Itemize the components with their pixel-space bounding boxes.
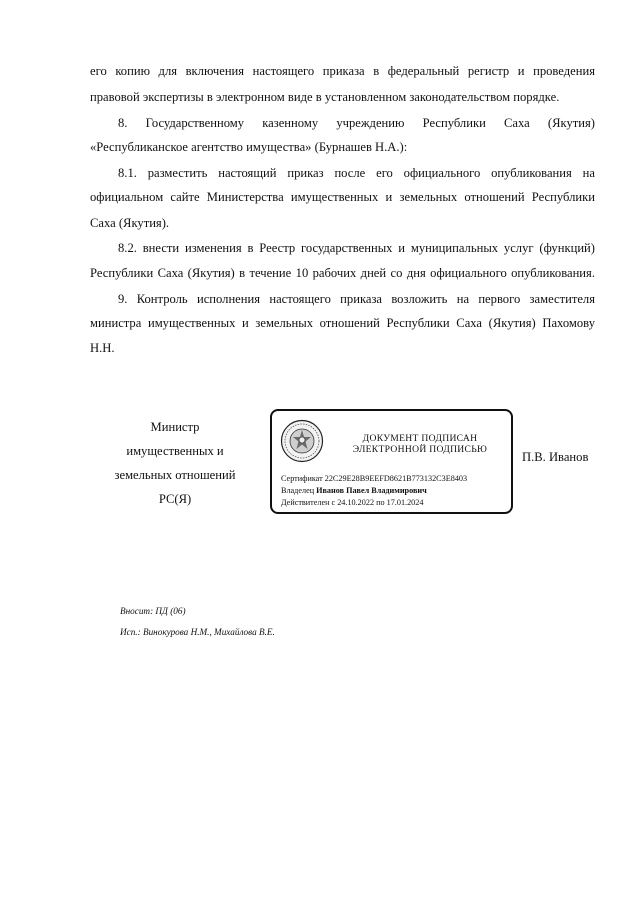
position-line: имущественных и xyxy=(126,444,224,458)
footer-executors: Исп.: Винокурова Н.М., Михайлова В.Е. xyxy=(120,627,275,637)
validity-row xyxy=(281,498,423,508)
validity-value: с 24.10.2022 по 17.01.2024 xyxy=(331,498,424,507)
owner-value: Иванов Павел Владимирович xyxy=(316,486,427,495)
stamp-title-line-2: ЭЛЕКТРОННОЙ ПОДПИСЬЮ xyxy=(352,444,488,455)
body-line-11: министра имущественных и земельных отношений Республики Саха (Якутия) Пахомову xyxy=(90,316,595,330)
position-line: РС(Я) xyxy=(158,492,192,506)
signer-name: П.В. Иванов xyxy=(522,450,589,464)
stamp-title-line-1: ДОКУМЕНТ ПОДПИСАН xyxy=(362,433,478,444)
body-line-7: Саха (Якутия). xyxy=(90,216,170,230)
body-line-2: правовой экспертизы в электронном виде в установленном законодательством порядке. xyxy=(90,90,560,104)
owner-row xyxy=(281,486,427,496)
coat-of-arms-icon xyxy=(280,419,324,463)
body-line-1: его копию для включения настоящего приказа в федеральный регистр и проведения xyxy=(90,64,595,78)
owner-label: Владелец xyxy=(281,486,315,495)
signatory-position xyxy=(95,415,255,511)
body-line-5: 8.1. разместить настоящий приказ после его официального опубликования на xyxy=(118,166,595,180)
body-line-10: 9. Контроль исполнения настоящего приказа возложить на первого заместителя xyxy=(118,292,595,306)
footer-submitted: Вносит: ПД (06) xyxy=(120,606,186,616)
body-line-8: 8.2. внести изменения в Реестр государственных и муниципальных услуг (функций) xyxy=(118,241,595,255)
position-line: земельных отношений xyxy=(114,468,236,482)
body-line-4: «Республиканское агентство имущества» (Бурнашев Н.А.): xyxy=(90,140,408,154)
body-line-3: 8. Государственному казенному учреждению Республики Саха (Якутия) xyxy=(118,116,595,130)
validity-label: Действителен xyxy=(281,498,330,507)
certificate-row xyxy=(281,474,467,484)
stamp-title xyxy=(336,433,504,455)
body-line-9: Республики Саха (Якутия) в течение 10 рабочих дней со дня официального опубликования. xyxy=(90,266,595,280)
body-line-12: Н.Н. xyxy=(90,341,115,355)
position-line: Министр xyxy=(150,420,200,434)
electronic-signature-stamp xyxy=(270,409,513,514)
certificate-label: Сертификат xyxy=(281,474,323,483)
body-line-6: официальном сайте Министерства имущественных и земельных отношений Республики xyxy=(90,190,595,204)
certificate-value: 22C29E28B9EEFD8621B773132C3E8403 xyxy=(324,474,468,483)
